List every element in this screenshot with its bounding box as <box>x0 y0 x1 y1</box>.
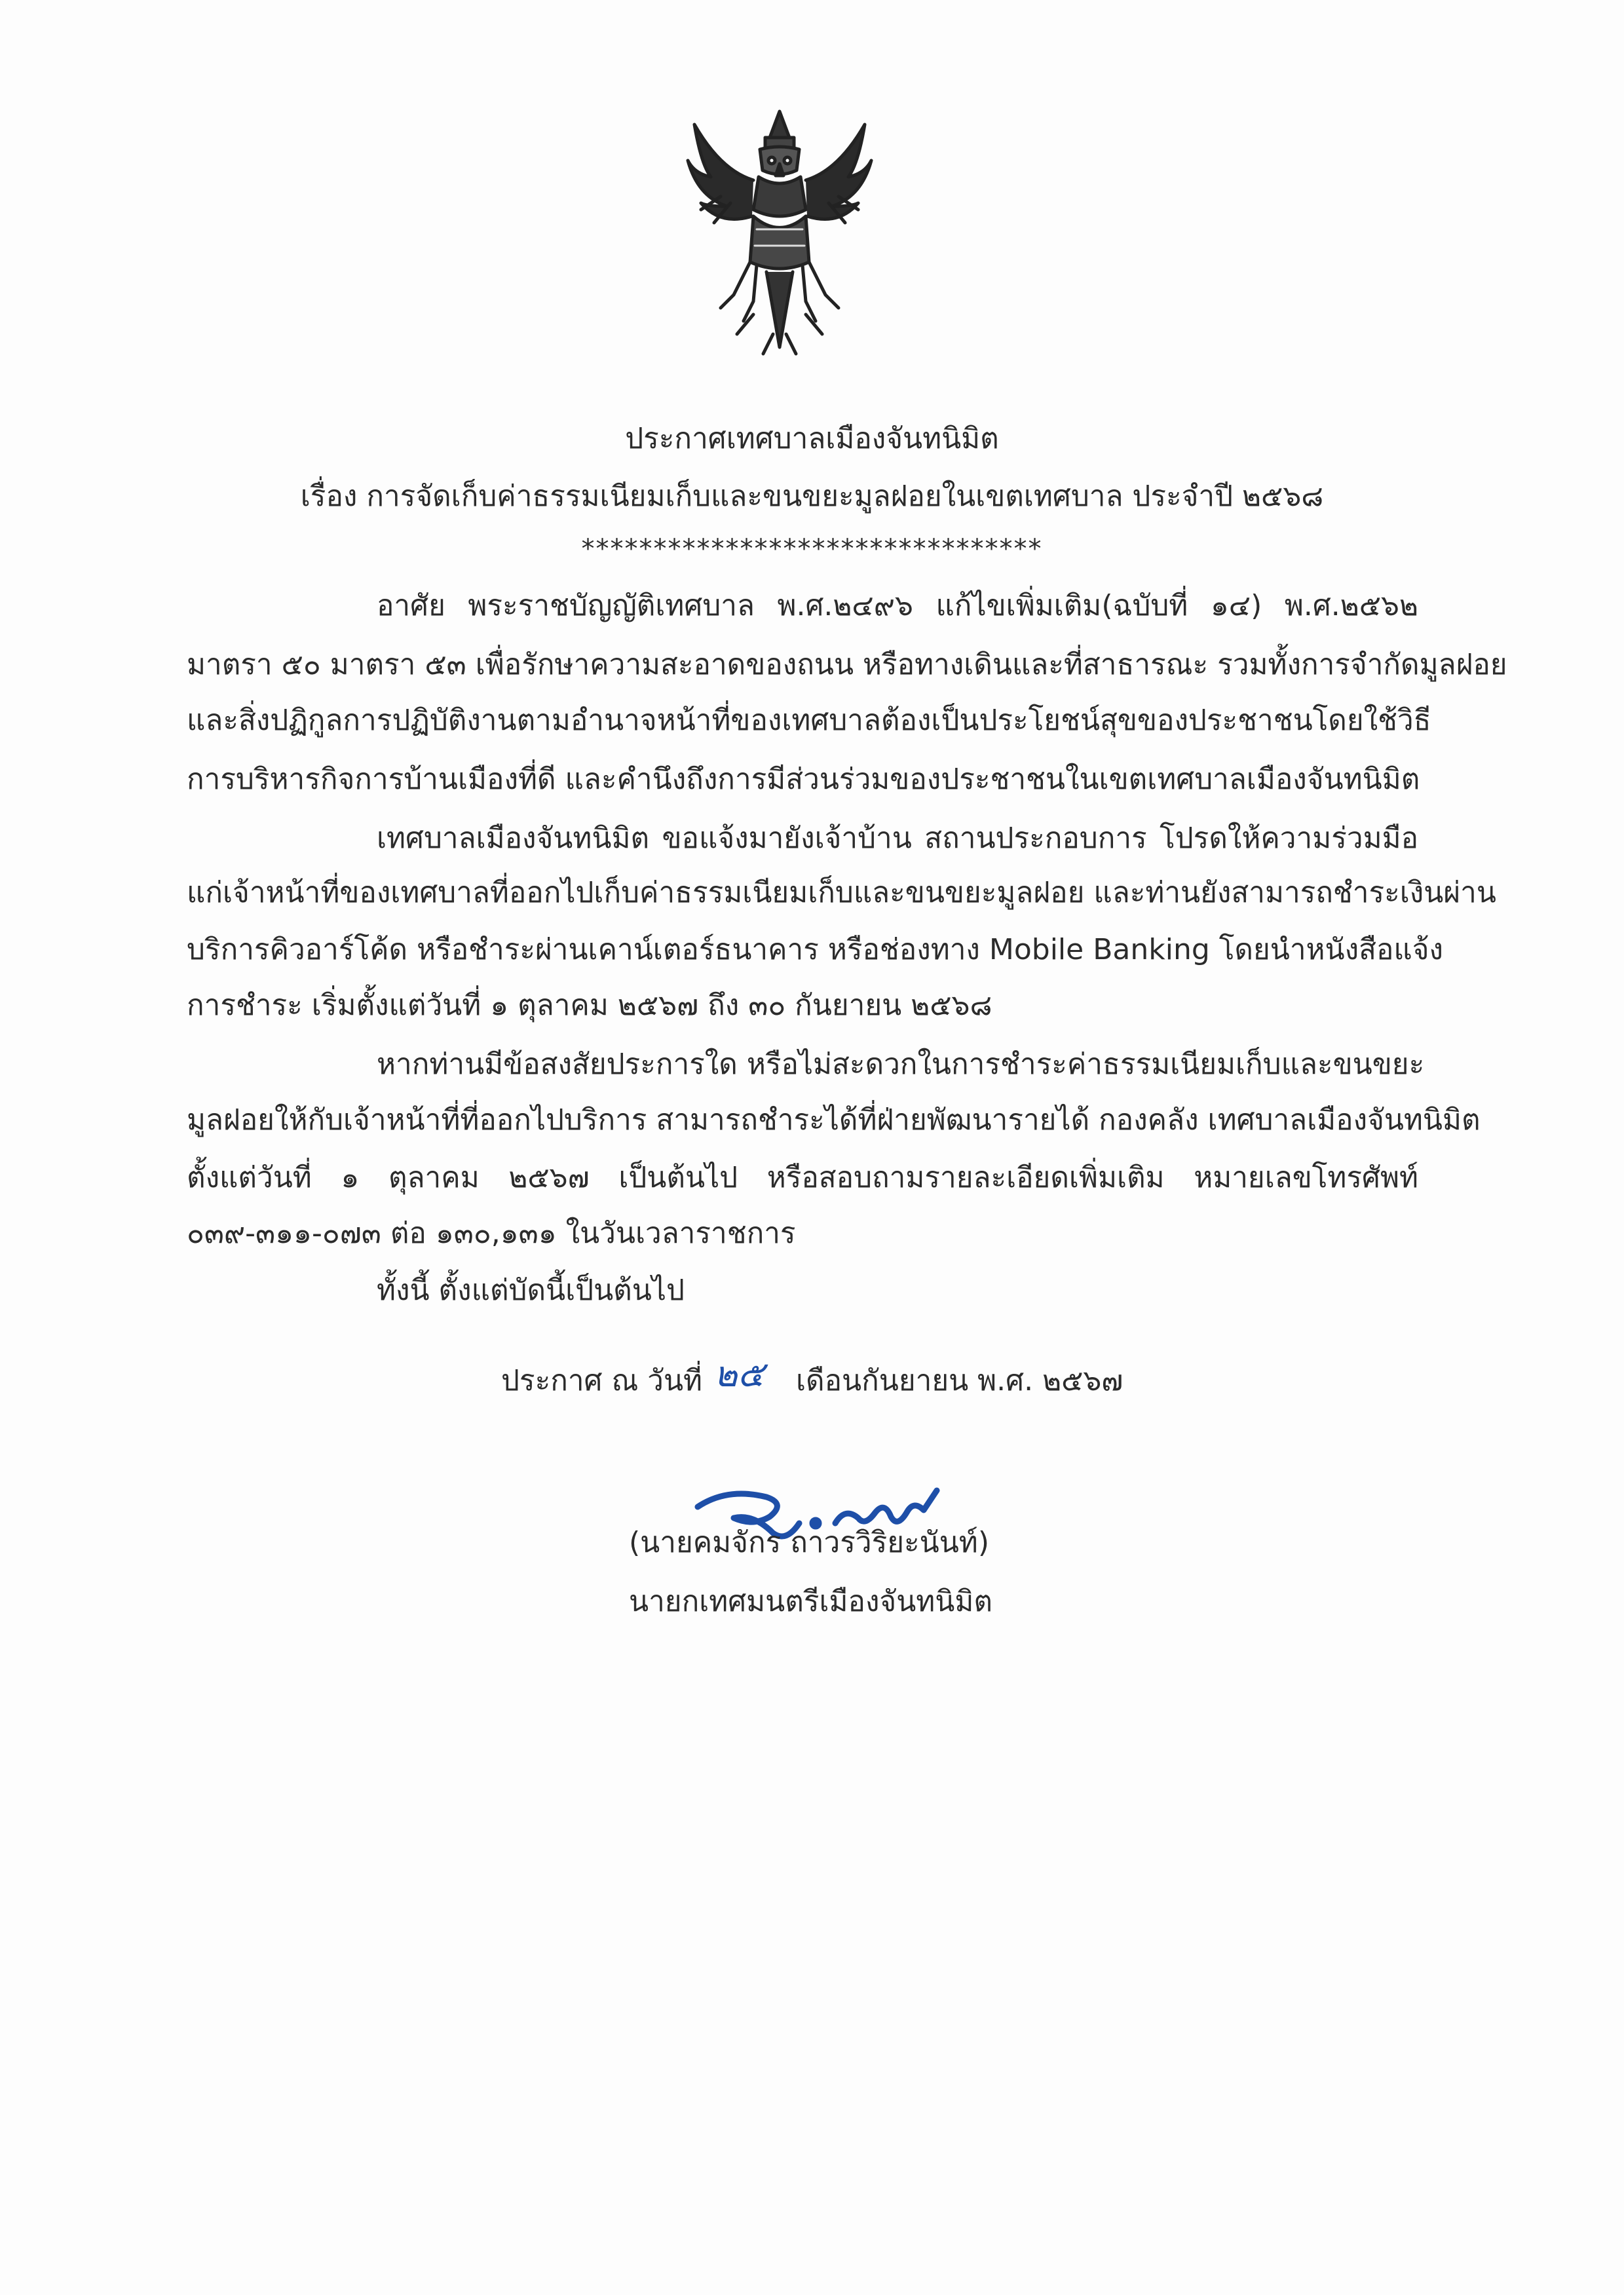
paragraph-2-line-1: เทศบาลเมืองจันทนิมิต ขอแจ้งมายังเจ้าบ้าน สถานประกอบการ โปรดให้ความร่วมมือ <box>377 822 1418 855</box>
garuda-emblem-icon <box>681 98 878 360</box>
paragraph-3-line-1: หากท่านมีข้อสงสัยประการใด หรือไม่สะดวกในการชำระค่าธรรมเนียมเก็บและขนขยะ <box>377 1048 1425 1081</box>
paragraph-2-line-4: การชำระ เริ่มตั้งแต่วันที่ ๑ ตุลาคม ๒๕๖๗ ถึง ๓๐ กันยายน ๒๕๖๘ <box>187 989 992 1022</box>
paragraph-1-line-3: และสิ่งปฏิกูลการปฏิบัติงานตามอำนาจหน้าที่ของเทศบาลต้องเป็นประโยชน์สุขของประชาชนโดยใช้วิธี <box>187 704 1431 737</box>
paragraph-2-line-3: บริการคิวอาร์โค้ด หรือชำระผ่านเคาน์เตอร์ธนาคาร หรือช่องทาง Mobile Banking โดยนำหนังสือแจ้ง <box>187 933 1443 966</box>
paragraph-3-line-2: มูลฝอยให้กับเจ้าหน้าที่ที่ออกไปบริการ สามารถชำระได้ที่ฝ่ายพัฒนารายได้ กองคลัง เทศบาลเมืองจันทนิมิต <box>187 1103 1481 1137</box>
signatory-position: นายกเทศมนตรีเมืองจันทนิมิต <box>629 1585 992 1618</box>
paragraph-3-line-4: ๐๓๙-๓๑๑-๐๗๓ ต่อ ๑๓๐,๑๓๑ ในวันเวลาราชการ <box>187 1217 796 1250</box>
announce-date-prefix: ประกาศ ณ วันที่ <box>501 1364 703 1397</box>
announcement-subject: เรื่อง การจัดเก็บค่าธรรมเนียมเก็บและขนขยะมูลฝอยในเขตเทศบาล ประจำปี ๒๕๖๘ <box>300 480 1324 513</box>
signatory-name: (นายคมจักร ถาวรวิริยะนันท์) <box>629 1526 989 1559</box>
announce-day-handwritten: ๒๕ <box>714 1354 765 1395</box>
paragraph-1-line-4: การบริหารกิจการบ้านเมืองที่ดี และคำนึงถึงการมีส่วนร่วมของประชาชนในเขตเทศบาลเมืองจันทนิมิต <box>187 763 1420 796</box>
separator-line: ******************************** <box>581 534 1043 564</box>
paragraph-1-line-1: อาศัย พระราชบัญญัติเทศบาล พ.ศ.๒๔๙๖ แก้ไขเพิ่มเติม(ฉบับที่ ๑๔) พ.ศ.๒๕๖๒ <box>377 589 1418 622</box>
paragraph-2-line-2: แก่เจ้าหน้าที่ของเทศบาลที่ออกไปเก็บค่าธรรมเนียมเก็บและขนขยะมูลฝอย และท่านยังสามารถชำระเงินผ่าน <box>187 876 1496 909</box>
paragraph-1-line-2: มาตรา ๕๐ มาตรา ๕๓ เพื่อรักษาความสะอาดของถนน หรือทางเดินและที่สาธารณะ รวมทั้งการจำกัดมูลฝอย <box>187 648 1507 681</box>
paragraph-3-line-3: ตั้งแต่วันที่ ๑ ตุลาคม ๒๕๖๗ เป็นต้นไป หรือสอบถามรายละเอียดเพิ่มเติม หมายเลขโทรศัพท์ <box>187 1161 1418 1194</box>
closing-statement: ทั้งนี้ ตั้งแต่บัดนี้เป็นต้นไป <box>377 1274 685 1307</box>
announcement-title: ประกาศเทศบาลเมืองจันทนิมิต <box>625 422 999 455</box>
announce-date-suffix: เดือนกันยายน พ.ศ. ๒๕๖๗ <box>796 1364 1124 1397</box>
